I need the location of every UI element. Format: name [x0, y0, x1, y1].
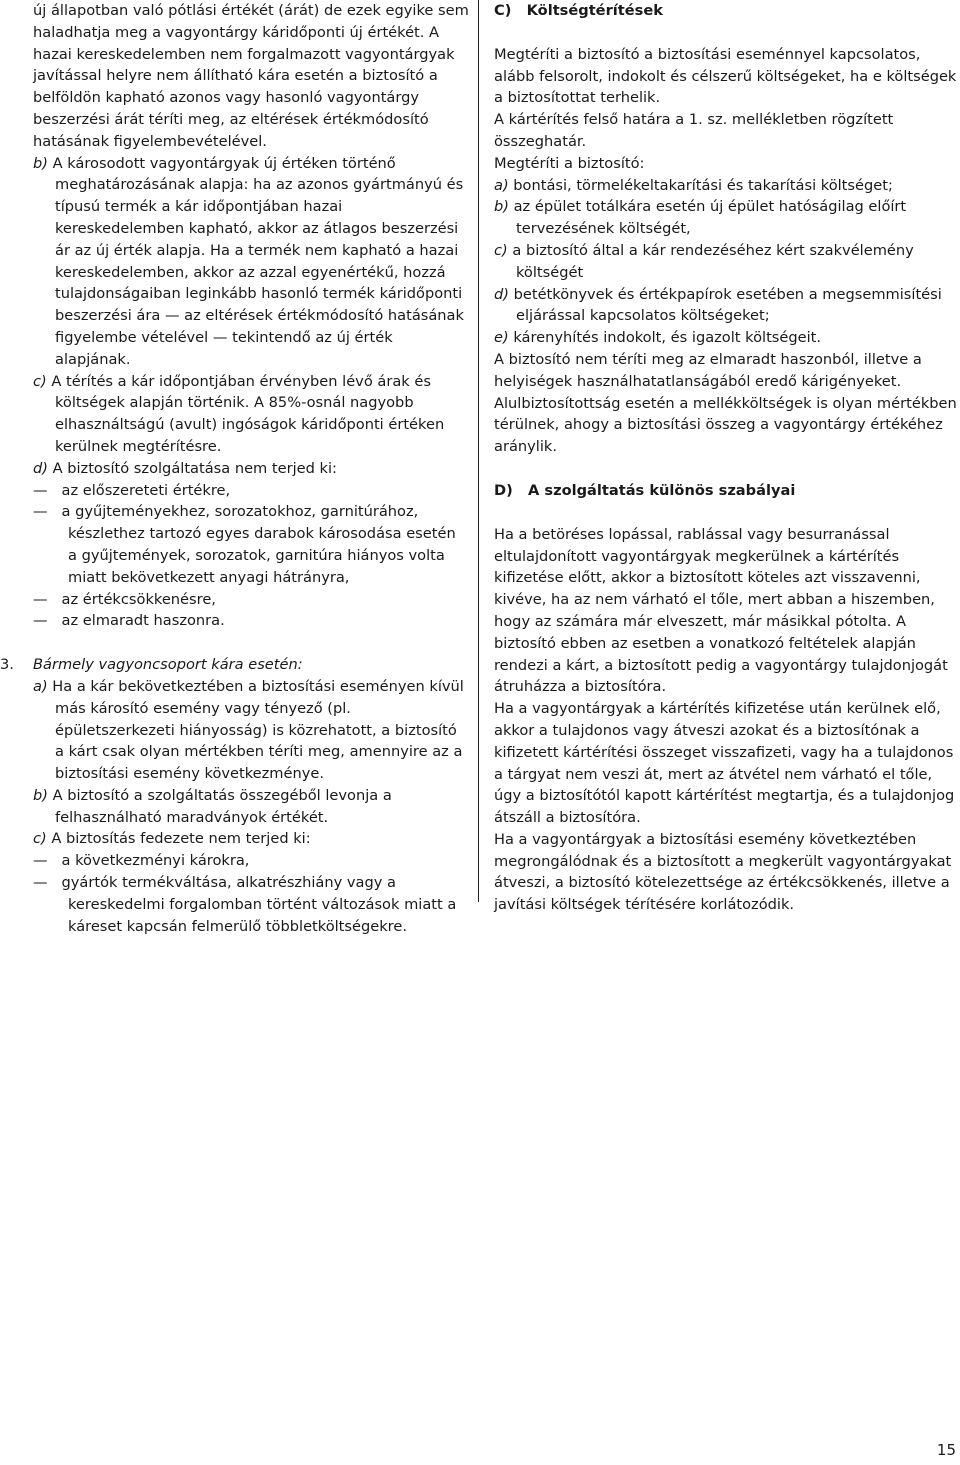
section-3-c-item: — a következményi károkra, — [33, 852, 250, 870]
section-c-item — [494, 175, 960, 197]
section-c-item — [494, 284, 960, 328]
section-c-paragraph: A kártérítés felső határa a 1. sz. mellékletben rögzített összeghatár. — [494, 111, 894, 150]
clause-d-item: — az előszereteti értékre, — [33, 481, 231, 499]
clause-label: b) — [33, 786, 48, 804]
item-label: c) — [494, 241, 508, 259]
clause-d-text: A biztosító szolgáltatása nem terjed ki: — [52, 459, 337, 477]
section-c-paragraph: A biztosító nem téríti meg az elmaradt haszonból, illetve a helyiségek használhatatlanságából eredő kárigényeket. Alulbiztosítottság esetén a mellékköltségek is olyan mértékben térülnek, ahogy a biztosítási összeg a vagyontárgy értékéhez aránylik. — [494, 350, 957, 456]
left-column — [0, 0, 469, 937]
dash-bullet: — — [33, 874, 48, 892]
spacer — [33, 632, 469, 654]
dash-bullet: — — [33, 612, 48, 630]
column-divider — [478, 0, 479, 902]
page-number: 15 — [936, 1441, 956, 1459]
item-label: d) — [494, 285, 509, 303]
item-text: a biztosító által a kár rendezéséhez kért szakvélemény költségét — [512, 241, 914, 281]
item-text: betétkönyvek és értékpapírok esetében a megsemmisítési eljárással kapcsolatos költségeket; — [513, 285, 942, 325]
dash-bullet: — — [33, 503, 48, 521]
spacer — [494, 502, 960, 524]
section-d-paragraph: Ha a betöréses lopással, rablással vagy besurranással eltulajdonított vagyontárgyak megkerülnek a kártérítés kifizetése előtt, akkor a biztosított köteles azt visszavenni, kivéve, ha az nem várható el tőle, mert abban a hiszemben, hogy az számára már elveszett, már másikkal pótolta. A biztosító ebben az esetben a vonatkozó feltételek alapján rendezi a kárt, a biztosított pedig a vagyontárgy tulajdonjogát átruházza a biztosítóra. — [494, 525, 948, 696]
section-3-clause-a — [33, 676, 469, 785]
clause-d-item: — a gyűjteményekhez, sorozatokhoz, garnitúrához, készlethez tartozó egyes darabok károsodása esetén a gyűjtemények, sorozatok, garnitúra hiányos volta miatt bekövetkezett anyagi hátrányra, — [33, 503, 456, 586]
clause-c — [33, 371, 469, 458]
section-c-paragraph: Megtéríti a biztosító: — [494, 154, 645, 172]
clause-b-text: A károsodott vagyontárgyak új értéken történő meghatározásának alapja: ha az azonos gyártmányú és típusú termék a kár időpontjában hazai kereskedelemben kapható, akkor az átlagos beszerzési ár az új érték alapja. Ha a termék nem kapható a hazai kereskedelemben, akkor az azzal egyenértékű, hozzá tulajdonságaiban leginkább hasonló termék káridőponti beszerzési ára — az eltérések értékmódosító hatásának figyelembe vételével — tekintendő az új érték alapjának. — [52, 154, 464, 368]
section-3-clause-c — [33, 828, 469, 850]
clause-text: A biztosító a szolgáltatás összegéből levonja a felhasználható maradványok értékét. — [52, 786, 392, 826]
intro-paragraph: új állapotban való pótlási értékét (árát) de ezek egyike sem haladhatja meg a vagyontárgy káridőponti új értékét. A hazai kereskedelemben nem forgalmazott vagyontárgyak javítással helyre nem állítható kára esetén a biztosító a belföldön kapható azonos vagy hasonló vagyontárgy beszerzési árát téríti meg, az eltérések értékmódosító hatásának figyelembevételével. — [33, 2, 469, 150]
section-3-c-item: — gyártók termékváltása, alkatrészhiány vagy a kereskedelmi forgalomban történt változások miatt a káreset kapcsán felmerülő többletköltségekre. — [33, 874, 457, 935]
clause-text: Ha a kár bekövetkeztében a biztosítási eseményen kívül más károsító esemény vagy tényező (pl. épületszerkezeti hiányosság) is közrehatott, a biztosító a kárt csak olyan mértékben téríti meg, amennyire az a biztosítási esemény következménye. — [52, 677, 464, 783]
clause-label: a) — [33, 677, 48, 695]
item-label: e) — [494, 329, 509, 347]
clause-b — [33, 153, 469, 371]
section-c-item — [494, 240, 960, 284]
section-c-item — [494, 196, 960, 240]
section-c-heading: C) Költségtérítések — [494, 2, 663, 19]
section-3-title: Bármely vagyoncsoport kára esetén: — [33, 656, 303, 674]
clause-d-item: — az értékcsökkenésre, — [33, 590, 216, 608]
clause-text: A biztosítás fedezete nem terjed ki: — [51, 830, 311, 848]
dash-bullet: — — [33, 481, 48, 499]
section-3-number: 3. — [0, 656, 14, 674]
section-3-heading — [0, 654, 469, 676]
item-label: a) — [494, 176, 509, 194]
section-d-heading: D) A szolgáltatás különös szabályai — [494, 481, 796, 499]
dash-bullet: — — [33, 590, 48, 608]
dash-bullet: — — [33, 852, 48, 870]
section-3-clause-b — [33, 785, 469, 829]
item-text: az épület totálkára esetén új épület hatóságilag előírt tervezésének költségét, — [513, 198, 907, 238]
clause-label: c) — [33, 830, 47, 848]
section-c-paragraph: Megtéríti a biztosító a biztosítási eseménnyel kapcsolatos, alább felsorolt, indokolt és célszerű költségeket, ha e költségek a biztosítottat terhelik. — [494, 45, 957, 107]
clause-c-text: A térítés a kár időpontjában érvényben lévő árak és költségek alapján történik. A 85%-osnál nagyobb elhasználtságú (avult) ingóságok káridőponti értéken kerülnek megtérítésre. — [51, 372, 445, 455]
clause-c-label: c) — [33, 372, 47, 390]
spacer — [494, 458, 960, 480]
clause-b-label: b) — [33, 154, 48, 172]
clause-d-label: d) — [33, 459, 48, 477]
spacer — [494, 22, 960, 44]
item-text: bontási, törmelékeltakarítási és takarítási költséget; — [513, 176, 893, 194]
item-text: kárenyhítés indokolt, és igazolt költségeit. — [513, 329, 822, 347]
section-c-item — [494, 327, 960, 349]
clause-d-item: — az elmaradt haszonra. — [33, 612, 225, 630]
item-label: b) — [494, 198, 509, 216]
section-d-paragraph: Ha a vagyontárgyak a biztosítási esemény következtében megrongálódnak és a biztosított a megkerült vagyontárgyakat átveszi, a biztosító kötelezettsége az értékcsökkenés, illetve a javítási költségek térítésére korlátozódik. — [494, 830, 952, 914]
right-column — [494, 0, 960, 916]
clause-d — [33, 458, 469, 480]
section-d-paragraph: Ha a vagyontárgyak a kártérítés kifizetése után kerülnek elő, akkor a tulajdonos vagy átveszi azokat és a biztosítónak a kifizetett kártérítési összeget visszafizeti, vagy ha a tulajdonos a tárgyat nem veszi át, mert az átvétel nem várható el tőle, úgy a biztosítótól kapott kártérítést megtartja, és a tulajdonjog átszáll a biztosítóra. — [494, 700, 955, 827]
